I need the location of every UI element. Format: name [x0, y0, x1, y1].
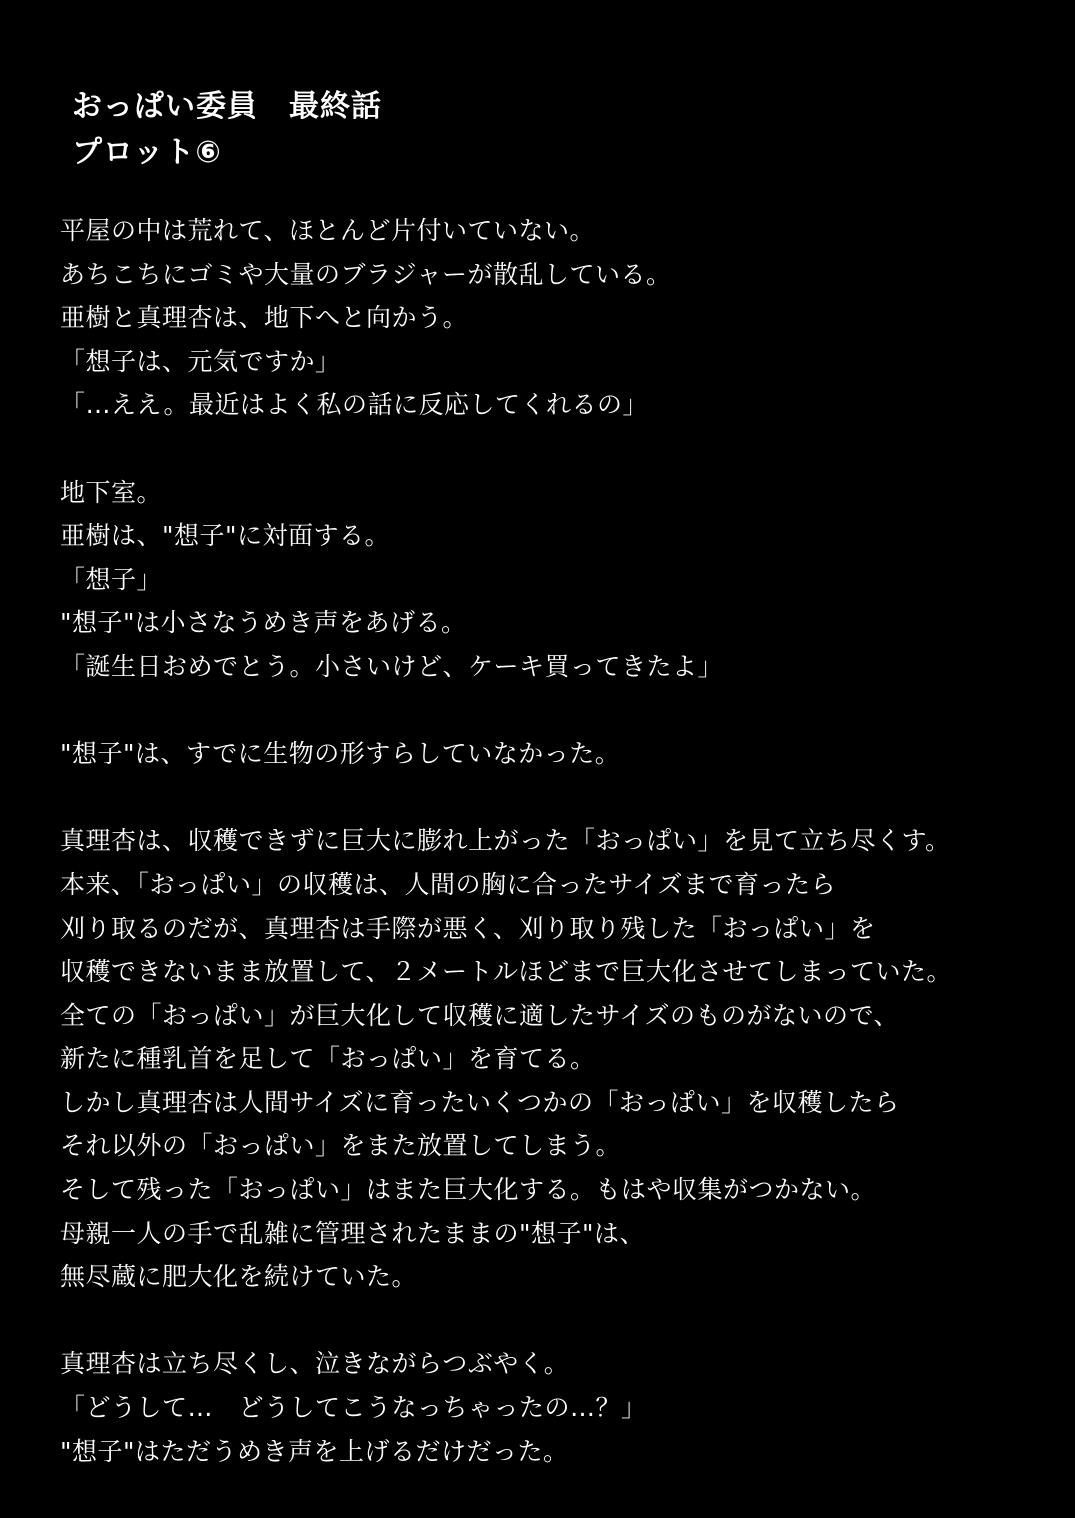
body-line-3: 亜樹と真理杏は、地下へと向かう。	[60, 303, 469, 333]
blank-line	[60, 689, 1065, 733]
body-line-23: そして残った「おっぱい」はまた巨大化する。もはや収集がつかない。	[60, 1175, 877, 1205]
body-line-13: "想子"は、すでに生物の形すらしていなかった。	[60, 739, 621, 769]
body-line-25: 無尽蔵に肥大化を続けていた。	[60, 1262, 418, 1292]
body-line-10: "想子"は小さなうめき声をあげる。	[60, 608, 467, 638]
body-line-21: しかし真理杏は人間サイズに育ったいくつかの「おっぱい」を収穫したら	[60, 1087, 900, 1117]
body-line-7: 地下室。	[60, 477, 163, 507]
body-line-18: 収穫できないまま放置して、２メートルほどまで巨大化させてしまっていた。	[60, 957, 953, 987]
body-line-5: 「…ええ。最近はよく私の話に反応してくれるの」	[60, 390, 649, 420]
document-title	[72, 84, 972, 176]
body-line-11: 「誕生日おめでとう。小さいけど、ケーキ買ってきたよ」	[60, 651, 724, 681]
blank-line	[60, 427, 1065, 471]
body-line-2: あちこちにゴミや大量のブラジャーが散乱している。	[60, 259, 672, 289]
body-line-9: 「想子」	[60, 564, 163, 594]
blank-line	[60, 776, 1065, 820]
body-line-20: 新たに種乳首を足して「おっぱい」を育てる。	[60, 1044, 596, 1074]
body-line-17: 刈り取るのだが、真理杏は手際が悪く、刈り取り残した「おっぱい」を	[60, 913, 876, 943]
document-body	[60, 209, 1065, 1473]
title-line-1: おっぱい委員 最終話	[72, 89, 382, 124]
body-line-24: 母親一人の手で乱雑に管理されたままの"想子"は、	[60, 1218, 646, 1248]
body-line-1: 平屋の中は荒れて、ほとんど片付いていない。	[60, 216, 596, 245]
body-line-15: 真理杏は、収穫できずに巨大に膨れ上がった「おっぱい」を見て立ち尽くす。	[60, 826, 951, 856]
body-line-8: 亜樹は、"想子"に対面する。	[60, 521, 390, 551]
body-line-27: 真理杏は立ち尽くし、泣きながらつぶやく。	[60, 1349, 570, 1379]
title-line-2: プロット⑥	[72, 135, 222, 170]
body-line-22: それ以外の「おっぱい」をまた放置してしまう。	[60, 1131, 622, 1161]
body-line-4: 「想子は、元気ですか」	[60, 346, 341, 376]
body-line-16: 本来、「おっぱい」の収穫は、人間の胸に合ったサイズまで育ったら	[60, 869, 837, 899]
body-line-28: 「どうして… どうしてこうなっちゃったの…？」	[60, 1393, 647, 1423]
body-line-29: "想子"はただうめき声を上げるだけだった。	[60, 1436, 569, 1466]
blank-line	[60, 1299, 1065, 1343]
body-line-19: 全ての「おっぱい」が巨大化して収穫に適したサイズのものがないので、	[60, 1000, 900, 1030]
